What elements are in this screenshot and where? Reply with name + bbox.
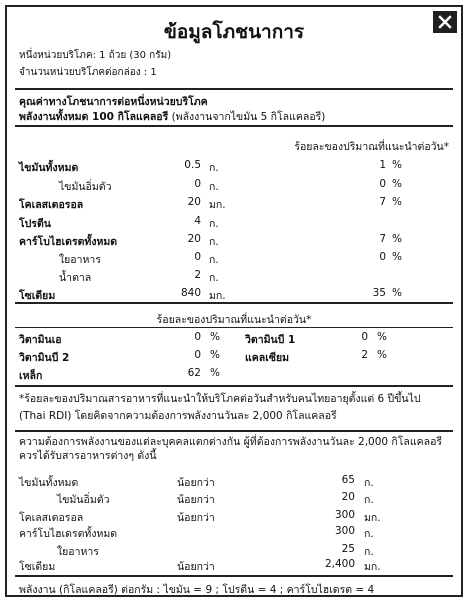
footnote-line: *ร้อยละของปริมาณสารอาหารที่แนะนำให้บริโภคต่อวันสำหรับคนไทยอายุตั้งแต่ 6 ปีขึ้นไป (19, 393, 421, 405)
footnote (19, 391, 421, 425)
vitamin-value: 0 (194, 349, 201, 361)
daily-need-unit: ก. (364, 494, 374, 506)
vitamin-percent-sign: % (210, 367, 220, 379)
daily-need-value: 65 (341, 474, 355, 486)
divider (15, 88, 453, 90)
energy-total: พลังงานทั้งหมด 100 กิโลแคลอรี (19, 111, 169, 123)
vitamin-name: วิตามินเอ (19, 334, 62, 346)
nutrient-percent-sign: % (392, 233, 402, 245)
daily-need-value: 2,400 (324, 558, 355, 570)
nutrient-daily-value: 7 (379, 233, 386, 245)
divider (15, 125, 453, 127)
vitamin-name: วิตามินบี 2 (19, 352, 70, 364)
nutrient-amount: 840 (180, 287, 201, 299)
vitamin-percent-sign: % (377, 331, 387, 343)
daily-need-value: 25 (341, 543, 355, 555)
vitamins-header: ร้อยละของปริมาณที่แนะนำต่อวัน* (156, 314, 312, 326)
nutrient-daily-value: 1 (379, 159, 386, 171)
daily-need-unit: ก. (364, 546, 374, 558)
daily-need-name: โซเดียม (19, 561, 56, 573)
energy-heading: คุณค่าทางโภชนาการต่อหนึ่งหน่วยบริโภค (19, 96, 208, 108)
divider (15, 575, 453, 577)
daily-need-unit: ก. (364, 528, 374, 540)
footnote-line: (Thai RDI) โดยคิดจากความต้องการพลังงานวันละ 2,000 กิโลแคลอรี (19, 410, 337, 422)
vitamin-percent-sign: % (210, 331, 220, 343)
servings-per-container: จำนวนหน่วยบริโภคต่อกล่อง : 1 (19, 67, 157, 78)
nutrient-unit: ก. (209, 218, 219, 230)
divider (15, 430, 453, 432)
nutrient-amount: 0 (194, 251, 201, 263)
serving-info (19, 47, 171, 81)
daily-need-name: ใยอาหาร (57, 546, 99, 558)
nutrient-unit: มก. (209, 290, 226, 302)
nutrient-percent-sign: % (392, 287, 402, 299)
nutrient-daily-value: 0 (379, 178, 386, 190)
nutrient-name: โคเลสเตอรอล (19, 199, 84, 211)
nutrient-unit: ก. (209, 254, 219, 266)
daily-value-header: ร้อยละของปริมาณที่แนะนำต่อวัน* (294, 141, 449, 153)
energy-row (19, 108, 325, 125)
vitamin-percent-sign: % (377, 349, 387, 361)
daily-need-value: 300 (334, 525, 355, 537)
nutrient-unit: ก. (209, 162, 219, 174)
nutrient-amount: 0.5 (184, 159, 201, 171)
daily-need-qualifier: น้อยกว่า (177, 494, 215, 506)
nutrient-daily-value: 35 (372, 287, 386, 299)
vitamin-name: วิตามินบี 1 (245, 334, 296, 346)
nutrient-name: ไขมันทั้งหมด (19, 162, 79, 174)
nutrient-name: น้ำตาล (59, 272, 92, 284)
nutrient-name: ใยอาหาร (59, 254, 101, 266)
vitamin-value: 62 (187, 367, 201, 379)
divider (15, 385, 453, 387)
panel-title: ข้อมูลโภชนาการ (163, 21, 305, 43)
nutrient-amount: 20 (187, 233, 201, 245)
energy-per-gram: พลังงาน (กิโลแคลอรี) ต่อกรัม : ไขมัน = 9 ; โปรตีน = 4 ; คาร์โบไฮเดรต = 4 (19, 584, 375, 596)
divider (15, 327, 453, 328)
nutrient-percent-sign: % (392, 178, 402, 190)
daily-need-unit: มก. (364, 561, 381, 573)
nutrient-unit: ก. (209, 272, 219, 284)
vitamin-percent-sign: % (210, 349, 220, 361)
vitamin-value: 2 (361, 349, 368, 361)
daily-need-unit: ก. (364, 477, 374, 489)
nutrient-name: โซเดียม (19, 290, 56, 302)
nutrient-percent-sign: % (392, 159, 402, 171)
nutrient-percent-sign: % (392, 196, 402, 208)
daily-need-name: ไขมันอิ่มตัว (57, 494, 110, 506)
nutrient-unit: ก. (209, 181, 219, 193)
daily-need-qualifier: น้อยกว่า (177, 561, 215, 573)
nutrient-amount: 0 (194, 178, 201, 190)
nutrient-name: คาร์โบไฮเดรตทั้งหมด (19, 236, 118, 248)
vitamin-value: 0 (194, 331, 201, 343)
nutrient-percent-sign: % (392, 251, 402, 263)
daily-needs-intro-line: ความต้องการพลังงานของแต่ละบุคคลแตกต่างกัน ผู้ที่ต้องการพลังงานวันละ 2,000 กิโลแคลอรี (19, 436, 443, 448)
daily-need-qualifier: น้อยกว่า (177, 512, 215, 524)
nutrient-amount: 2 (194, 269, 201, 281)
nutrient-amount: 4 (194, 215, 201, 227)
nutrient-amount: 20 (187, 196, 201, 208)
vitamin-name: แคลเซียม (245, 352, 290, 364)
daily-need-qualifier: น้อยกว่า (177, 477, 215, 489)
nutrition-facts-panel (5, 5, 463, 597)
nutrient-name: ไขมันอิ่มตัว (59, 181, 112, 193)
nutrient-name: โปรตีน (19, 218, 51, 230)
serving-size: หนึ่งหน่วยบริโภค: 1 ถ้วย (30 กรัม) (19, 50, 172, 61)
nutrient-unit: มก. (209, 199, 226, 211)
daily-need-value: 300 (334, 509, 355, 521)
vitamin-name: เหล็ก (19, 370, 43, 382)
nutrient-daily-value: 7 (379, 196, 386, 208)
vitamin-value: 0 (361, 331, 368, 343)
divider (15, 302, 453, 304)
energy-from-fat: (พลังงานจากไขมัน 5 กิโลแคลอรี) (171, 111, 326, 123)
daily-need-name: ไขมันทั้งหมด (19, 477, 79, 489)
nutrient-daily-value: 0 (379, 251, 386, 263)
daily-need-name: คาร์โบไฮเดรตทั้งหมด (19, 528, 118, 540)
daily-needs-intro-line: ควรได้รับสารอาหารต่างๆ ดังนี้ (19, 450, 157, 462)
daily-need-value: 20 (341, 491, 355, 503)
daily-need-name: โคเลสเตอรอล (19, 512, 84, 524)
nutrient-unit: ก. (209, 236, 219, 248)
daily-need-unit: มก. (364, 512, 381, 524)
daily-needs-intro (19, 435, 442, 463)
